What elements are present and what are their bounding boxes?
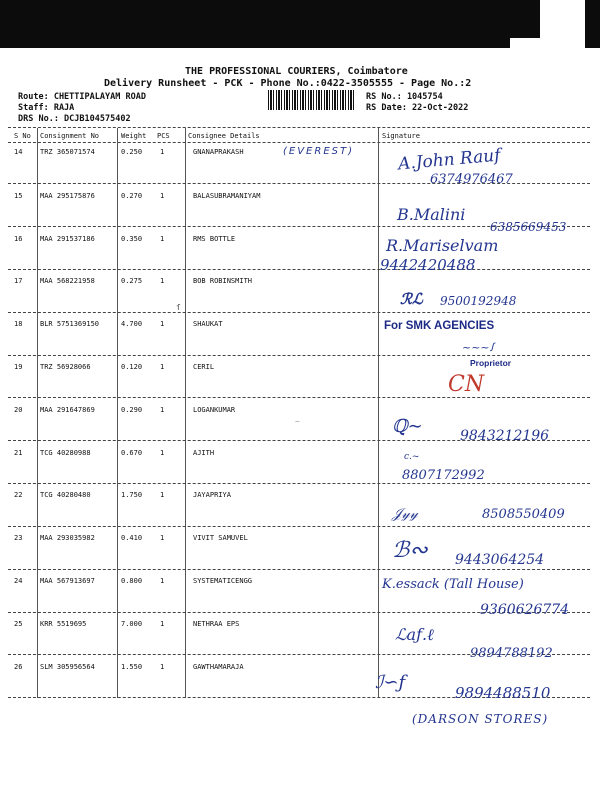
signature-phone: 9500192948 <box>440 294 517 308</box>
row-consignment: TCG 40280480 <box>40 491 91 499</box>
col-sno: S No <box>14 132 31 140</box>
row-pcs: 1 <box>160 577 165 585</box>
row-pcs: 1 <box>160 663 165 671</box>
signature-scribble: c.~ <box>404 452 420 462</box>
signature-phone: 9442420488 <box>380 256 476 274</box>
row-rule <box>8 569 590 570</box>
row-sno: 24 <box>14 577 23 585</box>
row-sno: 26 <box>14 663 23 671</box>
signature-name: B.Malini <box>397 205 466 224</box>
row-rule <box>8 269 590 270</box>
row-consignment: SLM 305956564 <box>40 663 95 671</box>
row-consignee: AJITH <box>193 449 215 457</box>
row-rule <box>8 397 590 398</box>
row-consignment: KRR 5519695 <box>40 620 87 628</box>
row-sno: 14 <box>14 148 23 156</box>
signature-phone: 9894488510 <box>455 684 551 702</box>
everest-annotation: (EVEREST) <box>283 146 355 157</box>
row-weight: 1.550 <box>121 663 143 671</box>
signature-scribble: ℒaƒ.ℓ <box>395 625 434 644</box>
proprietor-stamp: Proprietor <box>470 358 512 368</box>
signature-scribble: ℐ∽ƒ <box>375 672 406 693</box>
signature-name: K.essack (Tall House) <box>382 577 524 592</box>
row-pcs: 1 <box>160 449 165 457</box>
row-consignment: MAA 567913697 <box>40 577 95 585</box>
row-weight: 0.410 <box>121 534 143 542</box>
row-consignee: JAYAPRIYA <box>193 491 231 499</box>
row-pcs: 1 <box>160 235 165 243</box>
stray-mark: ſ <box>176 303 181 312</box>
row-sno: 21 <box>14 449 23 457</box>
table-header-rule <box>8 142 590 143</box>
signature-phone: 8508550409 <box>482 507 565 522</box>
signature-phone: 9443064254 <box>455 552 545 568</box>
signature-scribble: ℬ∾ <box>392 538 428 563</box>
row-consignee: BOB ROBINSMITH <box>193 277 253 285</box>
signature-name: A.John Rauf <box>397 145 502 175</box>
row-sno: 17 <box>14 277 23 285</box>
row-weight: 0.250 <box>121 148 143 156</box>
row-sno: 16 <box>14 235 23 243</box>
signature-scribble: 𝒥𝓎𝓎 <box>392 506 418 522</box>
col-weight: Weight <box>121 132 147 140</box>
row-consignment: TCG 40280988 <box>40 449 91 457</box>
row-pcs: 1 <box>160 620 165 628</box>
signature-name: R.Mariselvam <box>386 236 499 255</box>
scan-black-edge <box>585 0 600 48</box>
row-consignment: MAA 291537186 <box>40 235 95 243</box>
row-consignee: SYSTEMATICENGG <box>193 577 253 585</box>
row-sno: 23 <box>14 534 23 542</box>
row-sno: 20 <box>14 406 23 414</box>
row-consignee: BALASUBRAMANIYAM <box>193 192 261 200</box>
route-label: Route: CHETTIPALAYAM ROAD <box>18 92 146 102</box>
signature-phone: 9360626774 <box>480 602 570 618</box>
row-pcs: 1 <box>160 491 165 499</box>
row-weight: 0.120 <box>121 363 143 371</box>
row-pcs: 1 <box>160 363 165 371</box>
row-rule <box>8 312 590 313</box>
signature-phone: 8807172992 <box>402 468 485 483</box>
row-weight: 0.290 <box>121 406 143 414</box>
row-consignee: CERIL <box>193 363 215 371</box>
rs-number: RS No.: 1045754 <box>366 92 443 102</box>
row-weight: 0.800 <box>121 577 143 585</box>
row-weight: 1.750 <box>121 491 143 499</box>
col-consignment: Consignment No <box>40 132 100 140</box>
runsheet-subtitle: Delivery Runsheet - PCK - Phone No.:0422-3505555 - Page No.:2 <box>104 78 472 89</box>
row-sno: 15 <box>14 192 23 200</box>
row-weight: 7.000 <box>121 620 143 628</box>
row-consignee: GNANAPRAKASH <box>193 148 244 156</box>
row-consignee: RMS BOTTLE <box>193 235 236 243</box>
col-signature: Signature <box>382 132 420 140</box>
row-consignee: LOGANKUMAR <box>193 406 236 414</box>
signature-scribble: ℚ∼ <box>392 416 423 437</box>
row-weight: 0.270 <box>121 192 143 200</box>
col-pcs: PCS <box>157 132 170 140</box>
barcode-image <box>268 90 356 110</box>
staff-label: Staff: RAJA <box>18 103 75 113</box>
row-consignee: SHAUKAT <box>193 320 223 328</box>
signature-phone: 6385669453 <box>490 220 567 234</box>
row-weight: 0.350 <box>121 235 143 243</box>
row-weight: 4.700 <box>121 320 143 328</box>
row-consignment: MAA 568221958 <box>40 277 95 285</box>
store-annotation: (DARSON STORES) <box>412 712 549 726</box>
signature-phone: 9843212196 <box>460 428 550 444</box>
row-rule <box>8 526 590 527</box>
row-consignment: BLR 5751369150 <box>40 320 100 328</box>
row-pcs: 1 <box>160 320 165 328</box>
signature-phone: 9894788192 <box>470 646 553 661</box>
scan-black-edge <box>0 0 510 48</box>
row-sno: 19 <box>14 363 23 371</box>
row-consignment: MAA 293035982 <box>40 534 95 542</box>
drs-number: DRS No.: DCJB104575402 <box>18 114 131 124</box>
row-consignment: MAA 295175876 <box>40 192 95 200</box>
row-sno: 18 <box>14 320 23 328</box>
stray-mark: ~ <box>295 417 300 426</box>
row-pcs: 1 <box>160 277 165 285</box>
row-pcs: 1 <box>160 534 165 542</box>
agency-stamp: For SMK AGENCIES <box>384 320 495 332</box>
row-weight: 0.275 <box>121 277 143 285</box>
row-consignee: GAWTHAMARAJA <box>193 663 244 671</box>
row-consignment: MAA 291647869 <box>40 406 95 414</box>
row-consignment: TRZ 56928066 <box>40 363 91 371</box>
table-top-rule <box>8 127 590 128</box>
signature-phone: 6374976467 <box>430 172 513 187</box>
row-pcs: 1 <box>160 148 165 156</box>
row-consignee: NETHRAA EPS <box>193 620 240 628</box>
row-sno: 22 <box>14 491 23 499</box>
row-sno: 25 <box>14 620 23 628</box>
col-consignee: Consignee Details <box>188 132 260 140</box>
rs-date: RS Date: 22-Oct-2022 <box>366 103 469 113</box>
row-pcs: 1 <box>160 192 165 200</box>
cn-mark: CN <box>448 372 485 397</box>
signature-scribble: ~~~ꭍ <box>462 341 494 354</box>
row-rule <box>8 483 590 484</box>
row-consignee: VIVIT SAMUVEL <box>193 534 248 542</box>
company-title: THE PROFESSIONAL COURIERS, Coimbatore <box>185 66 408 77</box>
signature-scribble: ℛℒ <box>400 290 423 308</box>
row-rule <box>8 355 590 356</box>
row-pcs: 1 <box>160 406 165 414</box>
row-weight: 0.670 <box>121 449 143 457</box>
scan-black-edge <box>510 0 540 38</box>
row-consignment: TRZ 365071574 <box>40 148 95 156</box>
